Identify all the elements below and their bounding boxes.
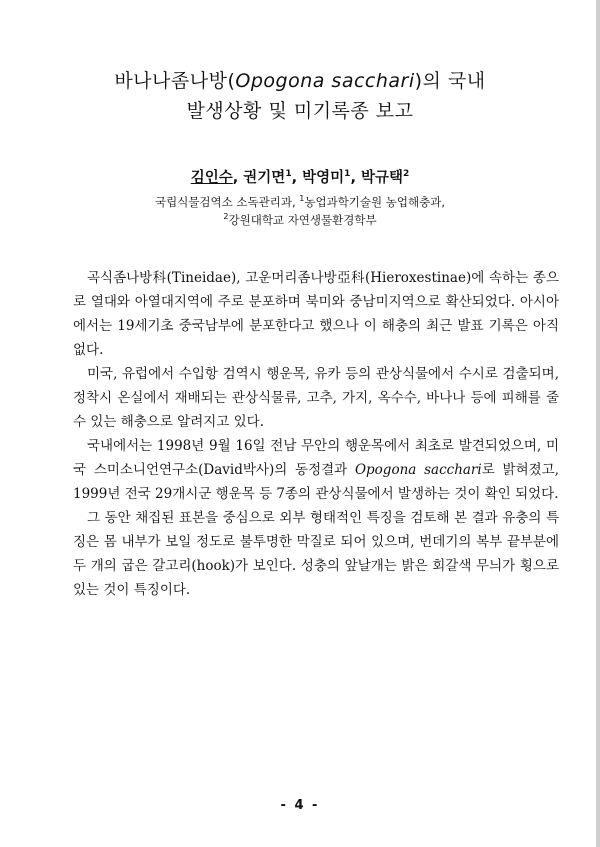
author-name: 박규택 (361, 169, 404, 186)
title-line-2: 발생상황 및 미기록종 보고 (186, 100, 414, 122)
paragraph-3-text: 국내에서는 1998년 9월 16일 전남 무안의 행운목에서 최초로 발견되었으며, 미국 스미소니언연구소(David박사)의 동정결과 (73, 438, 559, 478)
abstract-body (73, 266, 559, 602)
paper-title (0, 66, 600, 126)
affiliation-text: 국립식물검역소 소독관리과, (155, 194, 296, 209)
author-affil-mark: 1 (285, 169, 292, 179)
paragraph-4: 그 동안 채집된 표본을 중심으로 외부 형태적인 특징을 검토해 본 결과 유충의 특징은 몸 내부가 보일 정도로 불투명한 막질로 되어 있으며, 번데기의 복부 끝부분에 두 개의 굽은 갈고리(hook)가 보인다. 성충의 앞날개는 밝은 회갈색 무늬가 횡으로 있는 것이 특징이다. (73, 510, 559, 598)
title-species-name: Opogona sacchari (235, 70, 415, 92)
author-list: 김인수, 권기면$^1$, 박영미$^1$, 박규택$^2$ (190, 169, 410, 186)
author-name: 김인수 (190, 169, 233, 186)
affiliation-mark: 2 (223, 212, 229, 221)
affiliation-text: 강원대학교 자연생물환경학부 (228, 212, 377, 227)
paragraph-1: 곡식좀나방科(Tineidae), 고운머리좀나방亞科(Hieroxestinae)에 속하는 종으로 열대와 아열대지역에 주로 분포하며 북미와 중남미지역으로 확산되었다. 아시아에서는 19세기초 중국남부에 분포한다고 했으나 이 해충의 최근 발표 기록은 아직 없다. (73, 270, 559, 358)
title-suffix: )의 국내 (414, 70, 486, 92)
author-name: 권기면 (243, 169, 286, 186)
title-prefix: 바나나좀나방( (114, 70, 236, 92)
affiliation-mark: 1 (299, 194, 305, 203)
paragraph-3-text: 로 밝혀졌고, 1999년 전국 29개시군 행운목 등 7종의 관상식물에서 발생하는 것이 확인 되었다. (73, 462, 559, 502)
author-affil-mark: 2 (403, 169, 410, 179)
paragraph-3 (73, 434, 559, 506)
paragraph-2: 미국, 유럽에서 수입항 검역시 행운목, 유카 등의 관상식물에서 수시로 검출되며, 정착시 온실에서 재배되는 관상식물류, 고추, 가지, 옥수수, 바나나 등에 피해를 줄 수 있는 해충으로 알려지고 있다. (73, 366, 559, 430)
author-affil-mark: 1 (344, 169, 351, 179)
paragraph-3-species: Opogona sacchari (354, 462, 482, 478)
author-name: 박영미 (302, 169, 345, 186)
title-line-1 (0, 66, 600, 96)
page-edge-shadow (596, 0, 600, 847)
page-number: - 4 - (280, 798, 320, 813)
affiliation-text: 농업과학기술원 농업해충과, (304, 194, 445, 209)
affiliation-line-2 (0, 208, 600, 229)
